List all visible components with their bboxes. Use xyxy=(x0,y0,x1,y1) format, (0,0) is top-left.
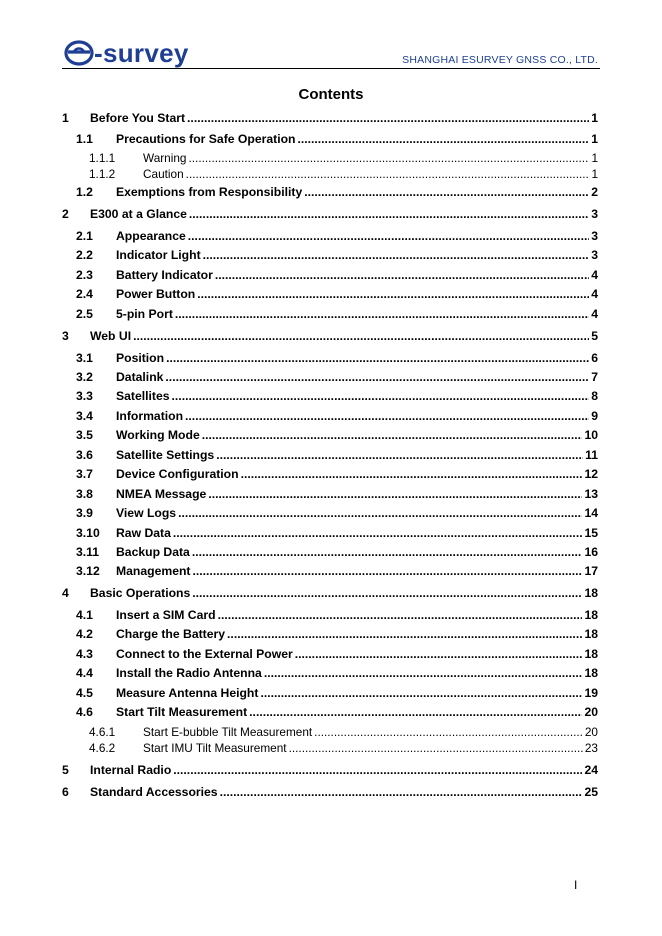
toc-leader-dots xyxy=(208,487,582,501)
toc-leader-dots xyxy=(172,389,590,403)
toc-entry-label: Device Configuration xyxy=(116,467,239,481)
toc-entry-label: Charge the Battery xyxy=(116,627,226,641)
toc-entry-label: Exemptions from Responsibility xyxy=(116,185,303,199)
toc-entry-page: 7 xyxy=(591,370,598,384)
toc-entry-label: Insert a SIM Card xyxy=(116,608,216,622)
toc-entry-number: 6 xyxy=(62,785,69,799)
toc-entry-label: 5-pin Port xyxy=(116,307,173,321)
toc-entry[interactable] xyxy=(62,111,598,125)
toc-entry-label: Position xyxy=(116,351,165,365)
toc-entry-label: NMEA Message xyxy=(116,487,207,501)
esurvey-logo xyxy=(64,38,189,68)
toc-entry[interactable] xyxy=(62,647,598,661)
toc-entry-number: 4.3 xyxy=(76,647,93,661)
toc-entry-label: View Logs xyxy=(116,506,177,520)
toc-entry-label: Connect to the External Power xyxy=(116,647,293,661)
toc-leader-dots xyxy=(178,506,582,520)
toc-entry-number: 3.3 xyxy=(76,389,93,403)
toc-entry[interactable] xyxy=(62,351,598,365)
toc-entry-label: Caution xyxy=(143,167,184,181)
toc-leader-dots xyxy=(220,785,583,799)
toc-entry-number: 3.7 xyxy=(76,467,93,481)
toc-entry[interactable] xyxy=(62,185,598,199)
toc-entry-page: 2 xyxy=(591,185,598,199)
toc-leader-dots xyxy=(186,167,590,181)
toc-leader-dots xyxy=(260,686,582,700)
toc-entry-number: 5 xyxy=(62,763,69,777)
toc-leader-dots xyxy=(295,647,583,661)
toc-leader-dots xyxy=(264,666,583,680)
toc-entry[interactable] xyxy=(62,207,598,221)
toc-entry-page: 20 xyxy=(584,705,598,719)
toc-entry[interactable] xyxy=(62,132,598,146)
toc-entry-number: 2.3 xyxy=(76,268,93,282)
toc-entry-page: 1 xyxy=(591,151,598,165)
toc-leader-dots xyxy=(165,370,589,384)
toc-entry-page: 11 xyxy=(585,448,598,462)
toc-leader-dots xyxy=(173,526,583,540)
toc-entry-label: Warning xyxy=(143,151,187,165)
toc-entry-page: 1 xyxy=(591,111,598,125)
toc-entry[interactable] xyxy=(62,763,598,777)
toc-entry-number: 3 xyxy=(62,329,69,343)
toc-leader-dots xyxy=(189,151,590,165)
toc-leader-dots xyxy=(133,329,589,343)
toc-entry-number: 1.1.2 xyxy=(89,167,116,181)
toc-leader-dots xyxy=(289,741,583,755)
toc-leader-dots xyxy=(215,268,589,282)
logo-text: -survey xyxy=(94,38,189,68)
toc-entry-page: 3 xyxy=(591,229,598,243)
toc-entry[interactable] xyxy=(62,586,598,600)
toc-entry-number: 2.2 xyxy=(76,248,93,262)
toc-leader-dots xyxy=(203,248,590,262)
toc-entry[interactable] xyxy=(62,248,598,262)
toc-entry-label: Backup Data xyxy=(116,545,190,559)
toc-leader-dots xyxy=(188,229,589,243)
toc-leader-dots xyxy=(189,207,589,221)
toc-entry-label: E300 at a Glance xyxy=(90,207,187,221)
toc-entry[interactable] xyxy=(62,627,598,641)
toc-entry-number: 4 xyxy=(62,586,69,600)
toc-entry[interactable] xyxy=(62,428,598,442)
toc-entry-page: 25 xyxy=(584,785,598,799)
toc-leader-dots xyxy=(249,705,582,719)
toc-entry[interactable] xyxy=(62,666,598,680)
toc-entry[interactable] xyxy=(62,705,598,719)
e-globe-logo-icon xyxy=(64,39,94,67)
toc-entry[interactable] xyxy=(62,545,598,559)
toc-leader-dots xyxy=(166,351,589,365)
toc-entry-label: Satellite Settings xyxy=(116,448,215,462)
toc-entry-page: 18 xyxy=(584,647,598,661)
toc-entry-label: Satellites xyxy=(116,389,170,403)
page-number: I xyxy=(574,878,578,892)
toc-entry-page: 12 xyxy=(584,467,598,481)
toc-entry[interactable] xyxy=(62,725,598,739)
toc-entry[interactable] xyxy=(62,167,598,181)
toc-entry-page: 16 xyxy=(584,545,598,559)
toc-entry-label: Start IMU Tilt Measurement xyxy=(143,741,287,755)
toc-leader-dots xyxy=(173,763,582,777)
toc-leader-dots xyxy=(304,185,589,199)
toc-entry-number: 1.2 xyxy=(76,185,93,199)
toc-entry-label: Measure Antenna Height xyxy=(116,686,259,700)
toc-entry[interactable] xyxy=(62,370,598,384)
toc-entry-label: Power Button xyxy=(116,287,196,301)
toc-entry-number: 4.5 xyxy=(76,686,93,700)
toc-entry-page: 14 xyxy=(584,506,598,520)
toc-entry-number: 4.1 xyxy=(76,608,93,622)
toc-entry-label: Precautions for Safe Operation xyxy=(116,132,296,146)
toc-leader-dots xyxy=(241,467,583,481)
toc-entry-number: 4.2 xyxy=(76,627,93,641)
toc-entry-page: 13 xyxy=(584,487,598,501)
toc-entry-page: 18 xyxy=(584,586,598,600)
toc-entry-number: 1.1 xyxy=(76,132,93,146)
toc-leader-dots xyxy=(197,287,589,301)
toc-entry-number: 3.1 xyxy=(76,351,93,365)
toc-entry-number: 1.1.1 xyxy=(89,151,116,165)
toc-entry[interactable] xyxy=(62,229,598,243)
toc-entry-label: Start Tilt Measurement xyxy=(116,705,248,719)
toc-entry-page: 6 xyxy=(591,351,598,365)
toc-entry-number: 2.5 xyxy=(76,307,93,321)
toc-entry-page: 18 xyxy=(584,608,598,622)
toc-entry[interactable] xyxy=(62,409,598,423)
toc-entry[interactable] xyxy=(62,686,598,700)
toc-entry-page: 20 xyxy=(584,725,598,739)
toc-entry[interactable] xyxy=(62,268,598,282)
toc-entry-page: 9 xyxy=(591,409,598,423)
toc-entry[interactable] xyxy=(62,329,598,343)
toc-leader-dots xyxy=(297,132,589,146)
toc-entry[interactable] xyxy=(62,564,598,578)
toc-entry-number: 4.6 xyxy=(76,705,93,719)
toc-entry-label: Working Mode xyxy=(116,428,200,442)
toc-entry[interactable] xyxy=(62,526,598,540)
toc-entry-number: 2 xyxy=(62,207,69,221)
toc-entry[interactable] xyxy=(62,785,598,799)
toc-entry-number: 3.5 xyxy=(76,428,93,442)
toc-leader-dots xyxy=(193,564,583,578)
toc-entry-label: Install the Radio Antenna xyxy=(116,666,262,680)
toc-entry-number: 3.12 xyxy=(76,564,100,578)
toc-entry[interactable] xyxy=(62,448,598,462)
toc-leader-dots xyxy=(187,111,589,125)
toc-entry-page: 18 xyxy=(584,627,598,641)
toc-entry-label: Before You Start xyxy=(90,111,186,125)
toc-entry-number: 2.1 xyxy=(76,229,93,243)
toc-entry-number: 3.2 xyxy=(76,370,93,384)
toc-entry-label: Information xyxy=(116,409,184,423)
toc-entry-page: 24 xyxy=(584,763,598,777)
toc-entry-page: 4 xyxy=(591,287,598,301)
toc-entry-label: Start E-bubble Tilt Measurement xyxy=(143,725,313,739)
toc-entry[interactable] xyxy=(62,287,598,301)
toc-leader-dots xyxy=(227,627,582,641)
toc-entry-number: 3.11 xyxy=(76,545,100,559)
toc-entry-number: 4.6.1 xyxy=(89,725,116,739)
toc-entry-page: 1 xyxy=(591,167,598,181)
toc-entry-label: Datalink xyxy=(116,370,164,384)
toc-leader-dots xyxy=(202,428,583,442)
toc-leader-dots xyxy=(175,307,589,321)
toc-entry-label: Battery Indicator xyxy=(116,268,213,282)
toc-entry-page: 3 xyxy=(591,207,598,221)
toc-entry-page: 10 xyxy=(584,428,598,442)
toc-entry-page: 4 xyxy=(591,268,598,282)
toc-entry-label: Basic Operations xyxy=(90,586,191,600)
toc-leader-dots xyxy=(185,409,589,423)
toc-entry-label: Standard Accessories xyxy=(90,785,218,799)
toc-entry-number: 4.4 xyxy=(76,666,93,680)
toc-entry[interactable] xyxy=(62,741,598,755)
toc-entry[interactable] xyxy=(62,467,598,481)
toc-entry-number: 4.6.2 xyxy=(89,741,116,755)
toc-entry[interactable] xyxy=(62,151,598,165)
toc-entry-number: 3.6 xyxy=(76,448,93,462)
toc-entry-page: 19 xyxy=(584,686,598,700)
company-name: SHANGHAI ESURVEY GNSS CO., LTD. xyxy=(402,54,598,66)
toc-entry-page: 1 xyxy=(591,132,598,146)
toc-entry-number: 3.4 xyxy=(76,409,93,423)
toc-entry-page: 5 xyxy=(591,329,598,343)
toc-entry-page: 3 xyxy=(591,248,598,262)
toc-entry[interactable] xyxy=(62,506,598,520)
page-header xyxy=(62,38,600,69)
toc-entry-label: Indicator Light xyxy=(116,248,201,262)
toc-entry[interactable] xyxy=(62,608,598,622)
toc-entry[interactable] xyxy=(62,487,598,501)
toc-entry-number: 3.8 xyxy=(76,487,93,501)
toc-entry[interactable] xyxy=(62,307,598,321)
toc-entry-number: 3.9 xyxy=(76,506,93,520)
toc-entry-page: 23 xyxy=(584,741,598,755)
toc-entry-label: Management xyxy=(116,564,191,578)
toc-entry-page: 18 xyxy=(584,666,598,680)
toc-entry-number: 1 xyxy=(62,111,69,125)
toc-entry-label: Internal Radio xyxy=(90,763,172,777)
toc-entry-page: 15 xyxy=(584,526,598,540)
toc-entry-label: Raw Data xyxy=(116,526,171,540)
contents-title: Contents xyxy=(298,86,364,103)
toc-entry-number: 2.4 xyxy=(76,287,93,301)
toc-leader-dots xyxy=(192,545,583,559)
toc-entry-label: Appearance xyxy=(116,229,186,243)
toc-leader-dots xyxy=(218,608,583,622)
toc-entry-page: 8 xyxy=(591,389,598,403)
toc-entry-page: 17 xyxy=(584,564,598,578)
toc-entry-label: Web UI xyxy=(90,329,132,343)
toc-leader-dots xyxy=(192,586,582,600)
toc-entry[interactable] xyxy=(62,389,598,403)
toc-leader-dots xyxy=(314,725,583,739)
toc-entry-page: 4 xyxy=(591,307,598,321)
toc-leader-dots xyxy=(216,448,583,462)
toc-entry-number: 3.10 xyxy=(76,526,100,540)
